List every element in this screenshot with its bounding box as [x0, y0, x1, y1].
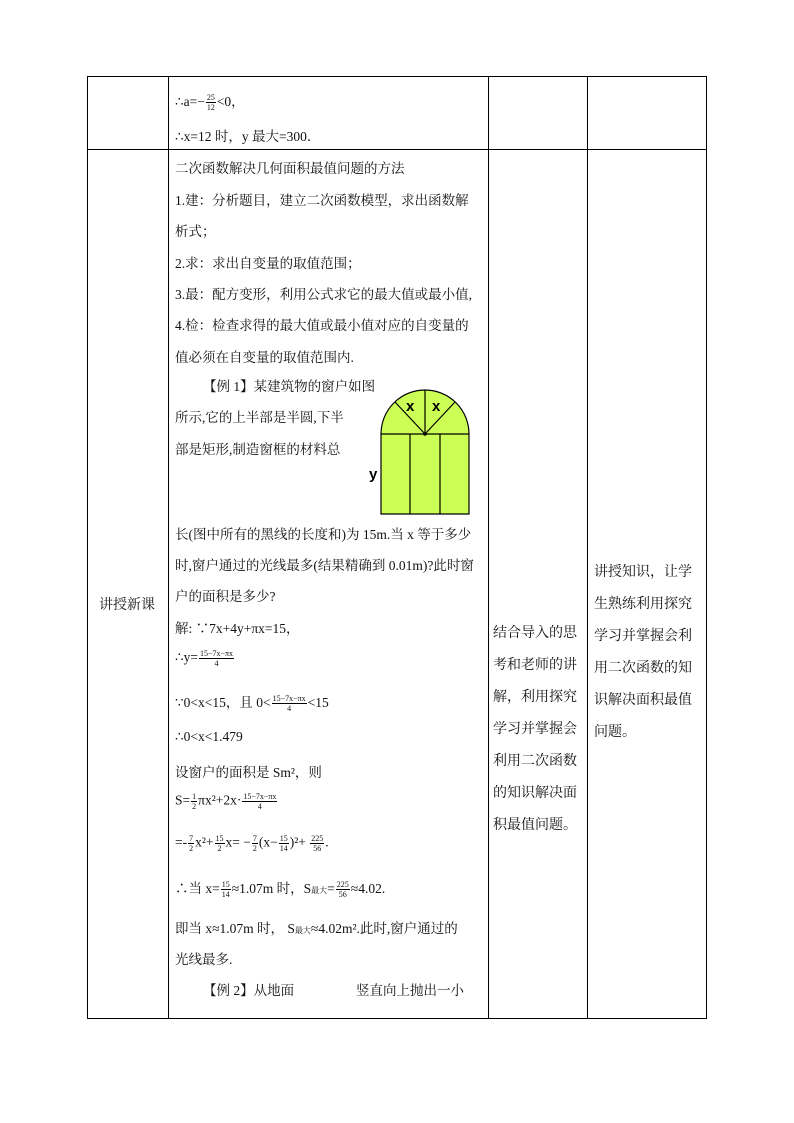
- example1-line1: 【例 1】某建筑物的窗户如图: [203, 379, 376, 394]
- fraction: $\frac{15}{14}$: [221, 880, 230, 900]
- row-divider: [88, 149, 706, 150]
- figure-label-y: y: [369, 466, 378, 483]
- example1-line6: 户的面积是多少?: [175, 589, 276, 604]
- method-title: 二次函数解决几何面积最值问题的方法: [175, 161, 405, 176]
- fraction: $\frac{25}{12}$: [206, 93, 215, 113]
- method-step3: 3.最：配方变形，利用公式求它的最大值或最小值,: [175, 287, 472, 302]
- fraction: $\frac{15}{14}$: [279, 834, 288, 853]
- math-text: <0，: [216, 94, 245, 109]
- column-divider: [168, 77, 169, 1018]
- stage-label: 讲授新课: [99, 598, 155, 613]
- solution-line9: 即当 x≈1.07m 时， S最大≈4.02m².此时,窗户通过的: [175, 921, 458, 936]
- window-figure: [366, 379, 486, 517]
- solution-line3: ∵0<x<15，且 0< $\frac{15-7x-\pi x}{4}$ <15: [175, 694, 329, 714]
- solution-line4: ∴0<x<1.479: [175, 729, 243, 744]
- method-step4-cont: 值必须在自变量的取值范围内.: [175, 350, 354, 365]
- method-step1: 1.建：分析题目，建立二次函数模型，求出函数解: [175, 193, 469, 208]
- fraction: $\frac{225}{56}$: [311, 834, 324, 853]
- fraction: $\frac{1}{2}$: [192, 792, 197, 811]
- example1-line2: 所示,它的上半部是半圆,下半: [175, 410, 344, 425]
- lesson-table: [87, 76, 707, 1019]
- design-intent: 讲授知识，让学生熟练利用探究学习并掌握会利用二次函数的知识解决面积最值问题。: [594, 565, 692, 740]
- figure-label-x: x: [432, 398, 441, 415]
- column-divider: [488, 77, 489, 1018]
- solution-line6: S= $\frac{1}{2}$ πx²+2x· $\frac{15-7x-\pi x}{4}$: [175, 792, 277, 811]
- method-step1-cont: 析式；: [175, 224, 216, 239]
- solution-line10: 光线最多.: [175, 952, 233, 967]
- method-step2: 2.求：求出自变量的取值范围；: [175, 256, 361, 271]
- window-center-point: [423, 432, 427, 436]
- example1-line5: 时,窗户通过的光线最多(结果精确到 0.01m)?此时窗: [175, 558, 474, 573]
- fraction: $\frac{15}{2}$: [215, 834, 224, 853]
- fraction: $\frac{7}{2}$: [189, 834, 194, 853]
- math-text: ∴a=−: [175, 94, 205, 109]
- row1-line1: [175, 90, 245, 112]
- solution-line2: ∴y= $\frac{15-7x-\pi x}{4}$: [175, 649, 234, 668]
- solution-line1: 解: ∵7x+4y+πx=15，: [175, 621, 300, 636]
- example2-line1-left: 【例 2】从地面: [203, 983, 295, 998]
- solution-line5: 设窗户的面积是 Sm²，则: [175, 765, 322, 780]
- column-divider: [587, 77, 588, 1018]
- fraction: $\frac{225}{56}$: [336, 880, 349, 900]
- student-activity: 结合导入的思考和老师的讲解，利用探究学习并掌握会利用二次函数的知识解决面积最值问题。: [493, 626, 577, 833]
- fraction: $\frac{15-7x-\pi x}{4}$: [272, 694, 306, 714]
- example1-line4: 长(图中所有的黑线的长度和)为 15m.当 x 等于多少: [175, 527, 472, 542]
- solution-line8: ∴当 x= $\frac{15}{14}$ ≈1.07m 时，S最大= $\frac{225}{56}$ ≈4.02.: [175, 880, 386, 900]
- fraction: $\frac{15-7x-\pi x}{4}$: [199, 649, 234, 668]
- fraction: $\frac{15-7x-\pi x}{4}$: [243, 792, 277, 811]
- example2-line1-right: 竖直向上抛出一小: [356, 983, 464, 998]
- example1-line3: 部是矩形,制造窗框的材料总: [175, 442, 341, 457]
- method-step4: 4.检：检查求得的最大值或最小值对应的自变量的: [175, 318, 469, 333]
- figure-label-x: x: [406, 398, 415, 415]
- row1-line2: ∴x=12 时，y 最大=300．: [175, 129, 321, 144]
- solution-line7: =- $\frac{7}{2}$ x²+ $\frac{15}{2}$ x= − $\frac{7}{2}$ (x− $\frac{15}{14}$ )²+ $\frac{225}{56}$ .: [175, 834, 329, 853]
- fraction: $\frac{7}{2}$: [252, 834, 257, 853]
